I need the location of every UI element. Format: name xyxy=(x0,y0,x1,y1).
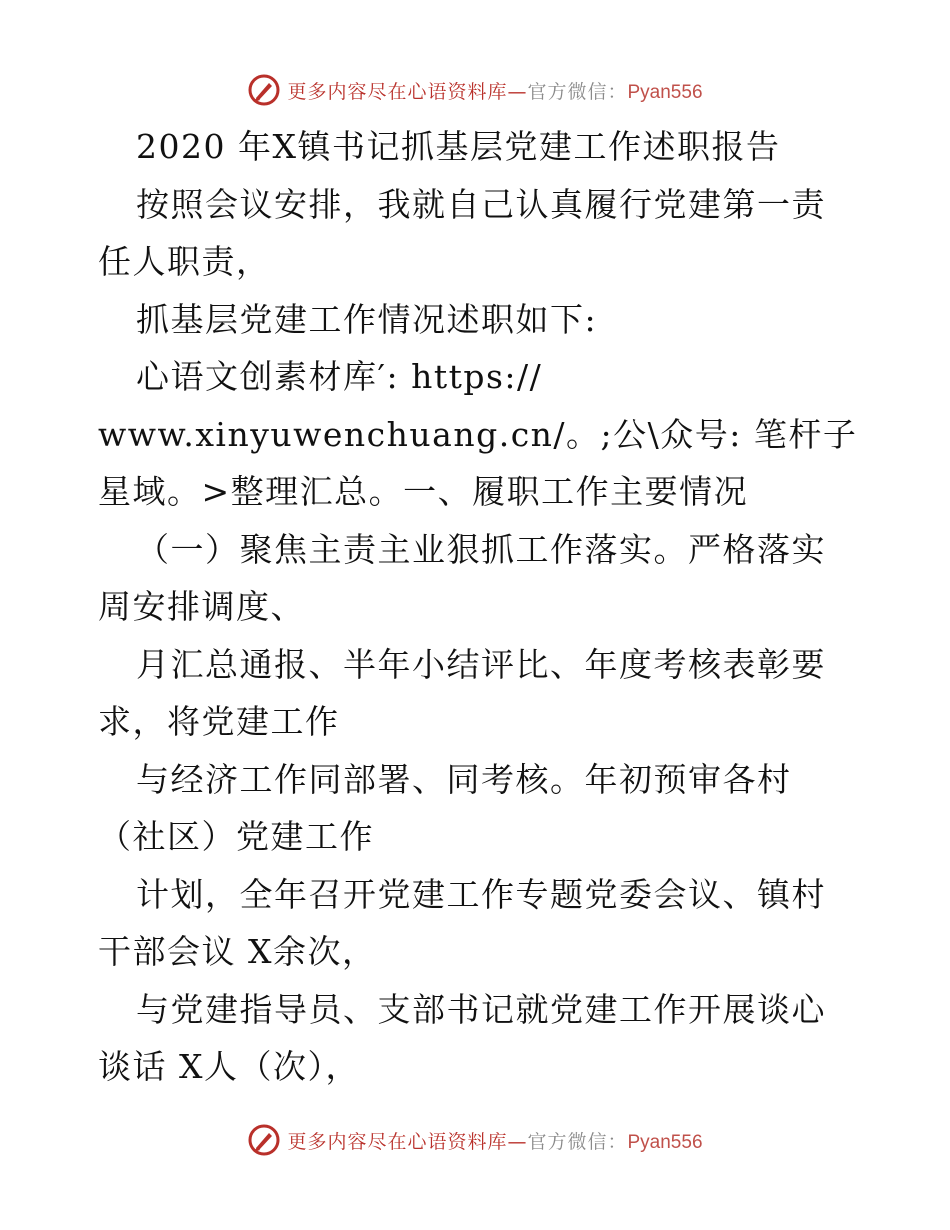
watermark-wechat-id: Pyan556 xyxy=(627,81,703,103)
paragraph: 月汇总通报、半年小结评比、年度考核表彰要求，将党建工作 xyxy=(98,644,826,741)
watermark-text: 更多内容尽在心语资料库—官方微信：Pyan556 xyxy=(287,80,703,103)
pen-logo-icon xyxy=(247,73,281,107)
watermark-wechat-id: Pyan556 xyxy=(627,1131,703,1153)
watermark-header xyxy=(0,70,950,110)
paragraph: 计划，全年召开党建工作专题党委会议、镇村干部会议 X余次， xyxy=(98,874,826,971)
watermark-text: 更多内容尽在心语资料库—官方微信：Pyan556 xyxy=(287,1130,703,1153)
pen-logo-icon xyxy=(247,1123,281,1157)
watermark-wechat-label: 官方微信： xyxy=(527,80,628,103)
paragraph: 与党建指导员、支部书记就党建工作开展谈心谈话 X人（次）， xyxy=(98,989,826,1086)
paragraph: 心语文创素材库′: https:// www.xinyuwenchuang.cn/。;公\众号: 笔杆子星域。>整理汇总。一、履职工作主要情况 xyxy=(98,357,858,511)
watermark-wechat-label: 官方微信： xyxy=(527,1130,628,1153)
document-body xyxy=(98,118,858,1096)
paragraph: 按照会议安排，我就自己认真履行党建第一责任人职责， xyxy=(98,184,826,281)
paragraph: （一）聚焦主责主业狠抓工作落实。严格落实周安排调度、 xyxy=(98,529,826,626)
paragraph: 抓基层党建工作情况述职如下: xyxy=(136,299,598,339)
document-title: 2020 年X镇书记抓基层党建工作述职报告 xyxy=(136,127,781,166)
paragraph: 与经济工作同部署、同考核。年初预审各村（社区）党建工作 xyxy=(98,759,792,856)
watermark-footer xyxy=(0,1120,950,1160)
